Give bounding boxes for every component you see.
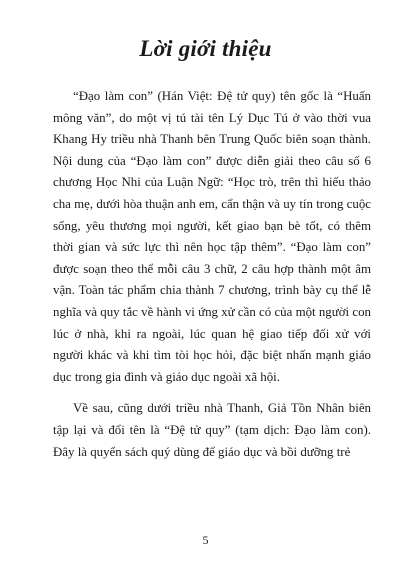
paragraph-1: “Đạo làm con” (Hán Việt: Đệ tử quy) tên gốc là “Huấn mông văn”, do một vị tú tài tên Lý Dục Tú ở vào thời vua Khang Hy triều nhà Thanh bên Trung Quốc biên soạn thành. Nội dung của “Đạo làm con” được diễn giải theo câu số 6 chương Học Nhi của Luận Ngữ: “Học trò, trên thì hiếu thảo cha mẹ, dưới hòa thuận anh em, cẩn thận và uy tín trong cuộc sống, yêu thương mọi người, kết giao bạn bè tốt, có thêm thời gian và sức lực thì nên học tập thêm”. “Đạo làm con” được soạn theo thể mỗi câu 3 chữ, 2 câu hợp thành một âm vận. Toàn tác phẩm chia thành 7 chương, trình bày cụ thể lễ nghĩa và quy tắc về hành vi ứng xử cần có của một người con lúc ở nhà, khi ra ngoài, lúc quan hệ giao tiếp đối xử với người khác và khi tìm tòi học hỏi, đặc biệt nhấn mạnh giáo dục trong gia đình và giáo dục ngoài xã hội. <box>53 89 371 384</box>
paragraph-2: Về sau, cũng dưới triều nhà Thanh, Giả Tồn Nhân biên tập lại và đổi tên là “Đệ tử quy” (tạm dịch: Đạo làm con). Đây là quyển sách quý dùng để giáo dục và bồi dưỡng trẻ <box>53 401 371 459</box>
page-number: 5 <box>202 533 209 547</box>
body-text <box>53 86 371 463</box>
page-title: Lời giới thiệu <box>139 36 272 61</box>
